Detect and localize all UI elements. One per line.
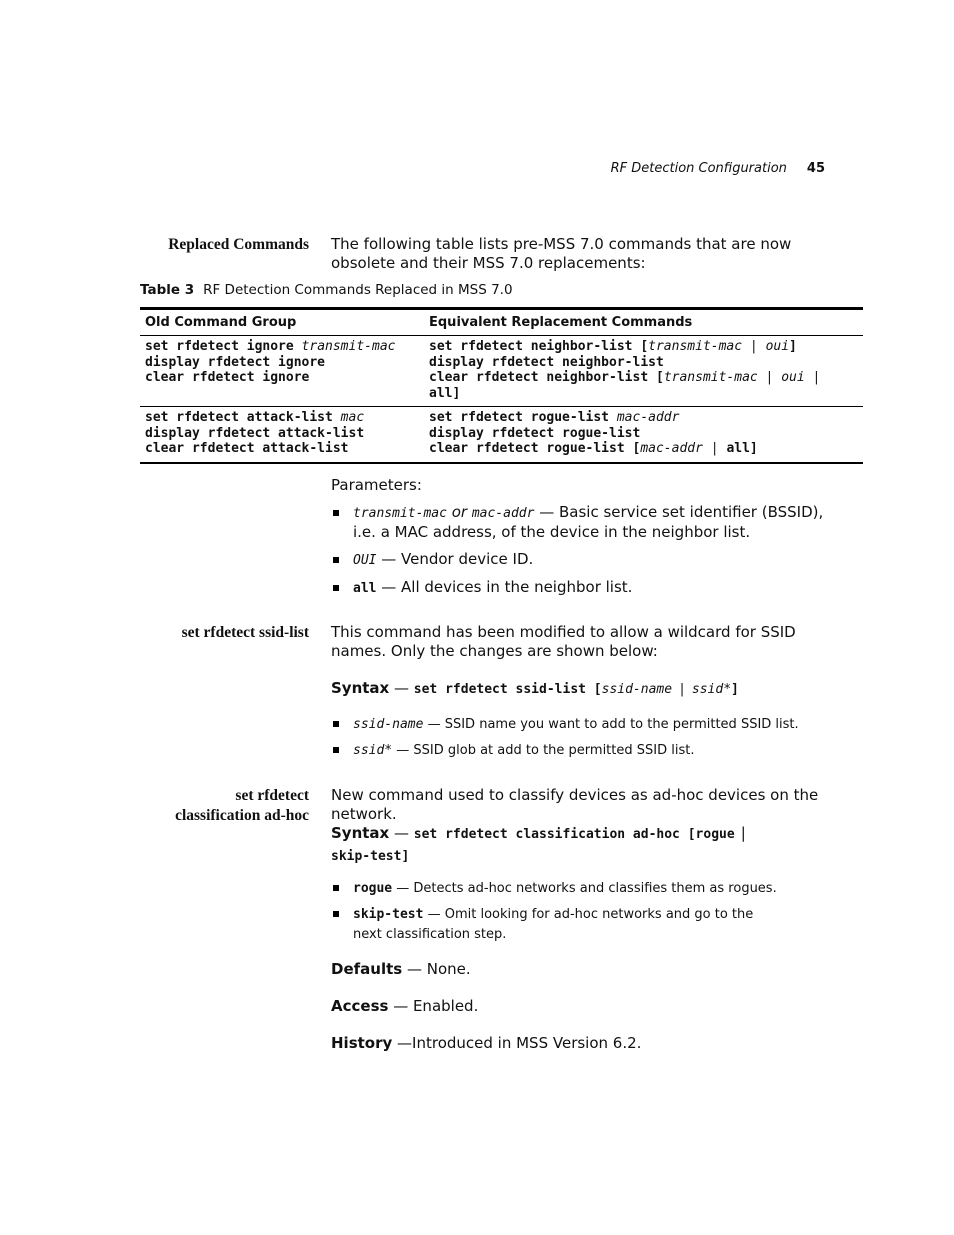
command-line: display rfdetect attack-list: [145, 425, 365, 441]
ssid-list-syntax: Syntax — set rfdetect ssid-list [ssid-name | ssid*]: [331, 679, 739, 697]
replaced-commands-heading: Replaced Commands: [168, 236, 309, 253]
adhoc-heading: set rfdetect classification ad-hoc: [175, 787, 309, 824]
list-item: OUI — Vendor device ID.: [331, 550, 836, 570]
new-command-cell: [424, 336, 863, 407]
list-item: ssid-name — SSID name you want to add to the permitted SSID list.: [331, 715, 861, 734]
table-header-row: [140, 309, 863, 336]
replaced-commands-intro: The following table lists pre-MSS 7.0 commands that are now obsolete and their MSS 7.0 replacements:: [331, 235, 792, 272]
table-row: [140, 336, 863, 407]
history-line: History —Introduced in MSS Version 6.2.: [331, 1034, 642, 1052]
header-section-title: RF Detection Configuration: [610, 161, 787, 176]
new-command-cell: [424, 407, 863, 463]
command-line: display rfdetect rogue-list: [429, 425, 641, 441]
table-caption: [140, 282, 513, 298]
table-caption-text: RF Detection Commands Replaced in MSS 7.0: [203, 282, 513, 298]
command-line: all]: [429, 385, 461, 401]
adhoc-intro: New command used to classify devices as ad-hoc devices on the network.: [331, 786, 819, 823]
list-item: all — All devices in the neighbor list.: [331, 578, 836, 598]
command-line: display rfdetect neighbor-list: [429, 354, 664, 370]
table-row: [140, 407, 863, 463]
table-caption-label: Table 3: [140, 282, 195, 298]
ssid-list-heading: set rfdetect ssid-list: [181, 624, 309, 641]
command-line: clear rfdetect attack-list: [145, 441, 349, 456]
page-number: 45: [806, 161, 825, 176]
adhoc-syntax: Syntax — set rfdetect classification ad-hoc [rogue | skip-test]: [331, 824, 746, 864]
ssid-list-params: [331, 715, 861, 760]
command-line: set rfdetect rogue-list mac-addr: [429, 410, 680, 425]
command-line: set rfdetect neighbor-list [transmit-mac | oui]: [429, 339, 797, 354]
access-line: Access — Enabled.: [331, 997, 479, 1015]
ssid-list-intro: This command has been modified to allow a wildcard for SSID names. Only the changes are shown below:: [331, 623, 796, 660]
parameters-label: Parameters:: [331, 476, 422, 494]
old-command-cell: [140, 336, 424, 407]
col-header-old: Old Command Group: [140, 309, 424, 336]
command-line: clear rfdetect neighbor-list [transmit-mac | oui |: [429, 370, 821, 385]
command-line: display rfdetect ignore: [145, 354, 326, 370]
replaced-commands-table: [140, 307, 863, 464]
list-item: ssid* — SSID glob at add to the permitted SSID list.: [331, 741, 861, 760]
command-line: set rfdetect ignore transmit-mac: [145, 339, 396, 354]
col-header-new: Equivalent Replacement Commands: [424, 309, 863, 336]
list-item: transmit-mac or mac-addr — Basic service set identifier (BSSID), i.e. a MAC address, of the device in the neighbor list.: [331, 503, 836, 542]
defaults-line: Defaults — None.: [331, 960, 471, 978]
command-line: clear rfdetect rogue-list [mac-addr | all]: [429, 441, 758, 456]
adhoc-params: [331, 879, 781, 945]
list-item: rogue — Detects ad-hoc networks and classifies them as rogues.: [331, 879, 781, 898]
command-line: clear rfdetect ignore: [145, 370, 310, 385]
parameters-list: [331, 503, 836, 598]
list-item: skip-test — Omit looking for ad-hoc networks and go to the next classification step.: [331, 905, 781, 945]
old-command-cell: [140, 407, 424, 463]
command-line: set rfdetect attack-list mac: [145, 410, 365, 425]
running-header: [560, 161, 825, 176]
